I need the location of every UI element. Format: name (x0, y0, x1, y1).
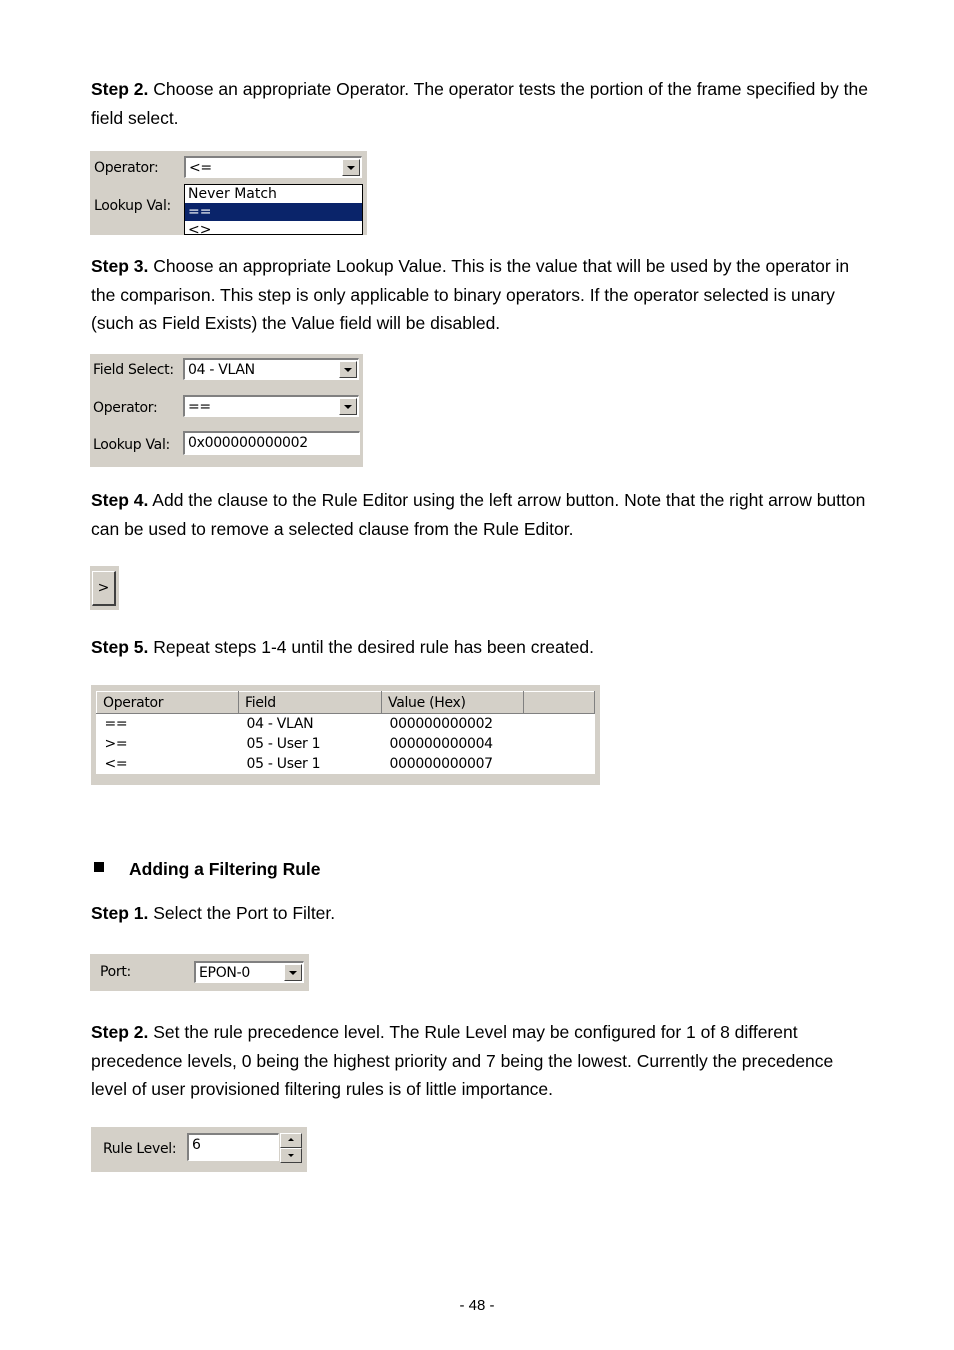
spin-down-icon[interactable] (280, 1148, 302, 1163)
step2-paragraph (91, 75, 871, 132)
filter-step2-paragraph (91, 1018, 871, 1104)
chevron-down-icon[interactable] (342, 159, 360, 176)
clause-form-screenshot (90, 354, 363, 467)
table-row[interactable] (97, 714, 595, 735)
step-text: Repeat steps 1-4 until the desired rule has been created. (148, 637, 594, 657)
step-text: Add the clause to the Rule Editor using the left arrow button. Note that the right arrow button can be used to remove a selected clause from the Rule Editor. (91, 490, 866, 539)
cell-operator: == (104, 716, 128, 732)
rule-level-screenshot (91, 1127, 307, 1172)
operator-select[interactable] (184, 156, 362, 178)
option-not-equal[interactable]: <> (188, 222, 212, 235)
cell-field: 04 - VLAN (246, 716, 314, 732)
spin-up-icon[interactable] (280, 1133, 302, 1148)
section-heading: Adding a Filtering Rule (129, 859, 321, 879)
step4-paragraph (91, 486, 871, 543)
field-select[interactable] (183, 358, 359, 380)
option-equals[interactable]: == (185, 203, 362, 221)
chevron-down-icon[interactable] (339, 398, 357, 415)
step-label: Step 5. (91, 637, 149, 657)
step-text: Choose an appropriate Lookup Value. This is the value that will be used by the operator in the comparison. This step is only applicable to binary operators. If the operator selected is unary (such as Field Exists) the Value field will be disabled. (91, 256, 850, 333)
page-number: - 48 - (459, 1297, 495, 1314)
step5-paragraph (91, 633, 871, 662)
lookup-label: Lookup Val: (93, 437, 170, 453)
port-select[interactable] (194, 961, 304, 983)
port-select-screenshot (90, 954, 309, 991)
port-select-value: EPON-0 (199, 965, 250, 981)
arrow-button-screenshot (90, 566, 119, 610)
cell-operator: <= (104, 756, 128, 772)
filter-step1-paragraph (91, 899, 871, 928)
option-never-match[interactable]: Never Match (188, 186, 277, 202)
rule-level-spinner[interactable] (280, 1133, 302, 1163)
rule-level-label: Rule Level: (103, 1141, 177, 1157)
column-header-value[interactable]: Value (Hex) (382, 692, 524, 714)
lookup-value: 0x000000000002 (188, 435, 308, 451)
step-text: Choose an appropriate Operator. The operator tests the portion of the frame specified by the field select. (91, 79, 868, 128)
column-header-empty (524, 692, 595, 714)
operator-dropdown-screenshot (90, 151, 367, 235)
table-row[interactable] (97, 734, 595, 754)
cell-value: 000000000004 (389, 736, 493, 752)
cell-value: 000000000002 (389, 716, 493, 732)
cell-field: 05 - User 1 (246, 736, 321, 752)
operator-select-value: <= (189, 160, 212, 176)
step-label: Step 2. (91, 1022, 149, 1042)
square-bullet-icon (94, 862, 104, 872)
step-label: Step 1. (91, 903, 149, 923)
table-row[interactable] (97, 754, 595, 774)
step-text: Set the rule precedence level. The Rule Level may be configured for 1 of 8 different precedence levels, 0 being the highest priority and 7 being the lowest. Currently the precedence level of user provisioned filtering rules is of little importance. (91, 1022, 834, 1099)
operator-label: Operator: (93, 400, 158, 416)
step-label: Step 3. (91, 256, 149, 276)
lookup-label: Lookup Val: (94, 198, 171, 214)
operator-options-list[interactable] (184, 184, 363, 235)
cell-field: 05 - User 1 (246, 756, 321, 772)
rule-level-value: 6 (192, 1137, 201, 1153)
lookup-value-input[interactable] (183, 431, 360, 455)
column-header-operator[interactable]: Operator (97, 692, 239, 714)
add-clause-button[interactable]: > (92, 571, 116, 606)
chevron-down-icon[interactable] (284, 964, 302, 981)
operator-select-value: == (188, 399, 211, 415)
column-header-field[interactable]: Field (239, 692, 382, 714)
cell-operator: >= (104, 736, 128, 752)
rule-editor-table (96, 691, 595, 774)
chevron-down-icon[interactable] (339, 361, 357, 378)
port-label: Port: (100, 964, 131, 980)
step-text: Select the Port to Filter. (148, 903, 336, 923)
rule-level-input[interactable] (187, 1133, 279, 1161)
operator-label: Operator: (94, 160, 159, 176)
step-label: Step 4. (91, 490, 149, 510)
field-select-value: 04 - VLAN (188, 362, 255, 378)
step3-paragraph (91, 252, 871, 338)
step-label: Step 2. (91, 79, 149, 99)
cell-value: 000000000007 (389, 756, 493, 772)
field-select-label: Field Select: (93, 362, 174, 378)
rule-editor-screenshot (91, 685, 600, 785)
operator-select[interactable] (183, 395, 359, 417)
